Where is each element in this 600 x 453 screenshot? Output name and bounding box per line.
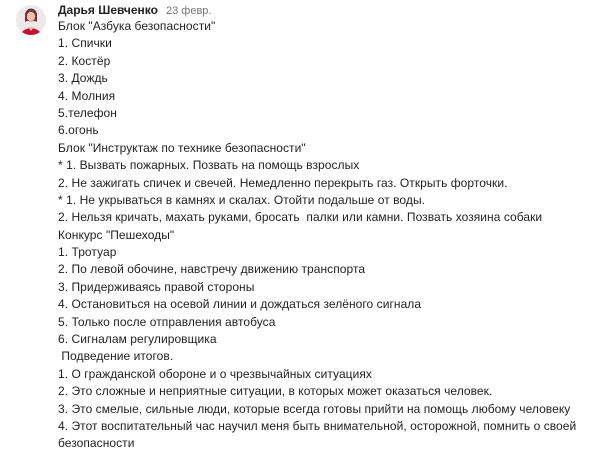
comment-line: Блок "Инструктаж по технике безопасности" (58, 140, 306, 155)
comment-line: 1. О гражданской обороне и о чрезвычайных ситуациях (58, 366, 372, 381)
comment-line: 2. Это сложные и неприятные ситуации, в которых может оказаться человек. (58, 384, 493, 399)
avatar[interactable] (16, 5, 46, 35)
comment-line: 2. По левой обочине, навстречу движению транспорта (58, 262, 366, 277)
comment-line: 4. Этот воспитательный час научил меня быть внимательной, осторожной, помнить о своей (58, 418, 577, 433)
comment-line: 5. Только после отправления автобуса (58, 314, 276, 329)
comment-line: 1. Тротуар (58, 245, 117, 260)
comment-line: 3. Придерживаясь правой стороны (58, 279, 255, 294)
comment-line: безопасности (58, 436, 135, 451)
comment-line: 4. Молния (58, 88, 116, 103)
comment-line: 1. Спички (58, 36, 112, 51)
comment-line: 6.огонь (58, 123, 99, 138)
comment-line: 5.телефон (58, 105, 117, 120)
comment-line: 6. Сигналам регулировщика (58, 332, 217, 347)
user-avatar-icon (16, 5, 46, 35)
author-name[interactable]: Дарья Шевченко (58, 3, 158, 17)
comment-line: * 1. Не укрываться в камнях и скалах. Отойти подальше от воды. (58, 192, 426, 207)
comment-line: Подведение итогов. (58, 349, 174, 364)
comment-line: 2. Костёр (58, 53, 111, 68)
comment-date[interactable]: 23 февр. (165, 5, 212, 17)
comment-line: Блок "Азбука безопасности" (58, 19, 216, 33)
comment-line: 2. Не зажигать спичек и свечей. Немедленно перекрыть газ. Открыть форточки. (58, 175, 508, 190)
comment-line: 2. Нельзя кричать, махать руками, бросать палки или камни. Позвать хозяина собаки (58, 210, 543, 225)
comment-header (58, 3, 211, 19)
comment-line: * 1. Вызвать пожарных. Позвать на помощь взрослых (58, 158, 360, 173)
comment-line: 3. Это смелые, сильные люди, которые всегда готовы прийти на помощь любому человеку (58, 401, 571, 416)
comment-line: 3. Дождь (58, 71, 108, 86)
comment-body (58, 18, 588, 453)
comment-line: 4. Остановиться на осевой линии и дождаться зелёного сигнала (58, 297, 422, 312)
comment-line: Конкурс "Пешеходы" (58, 227, 175, 242)
